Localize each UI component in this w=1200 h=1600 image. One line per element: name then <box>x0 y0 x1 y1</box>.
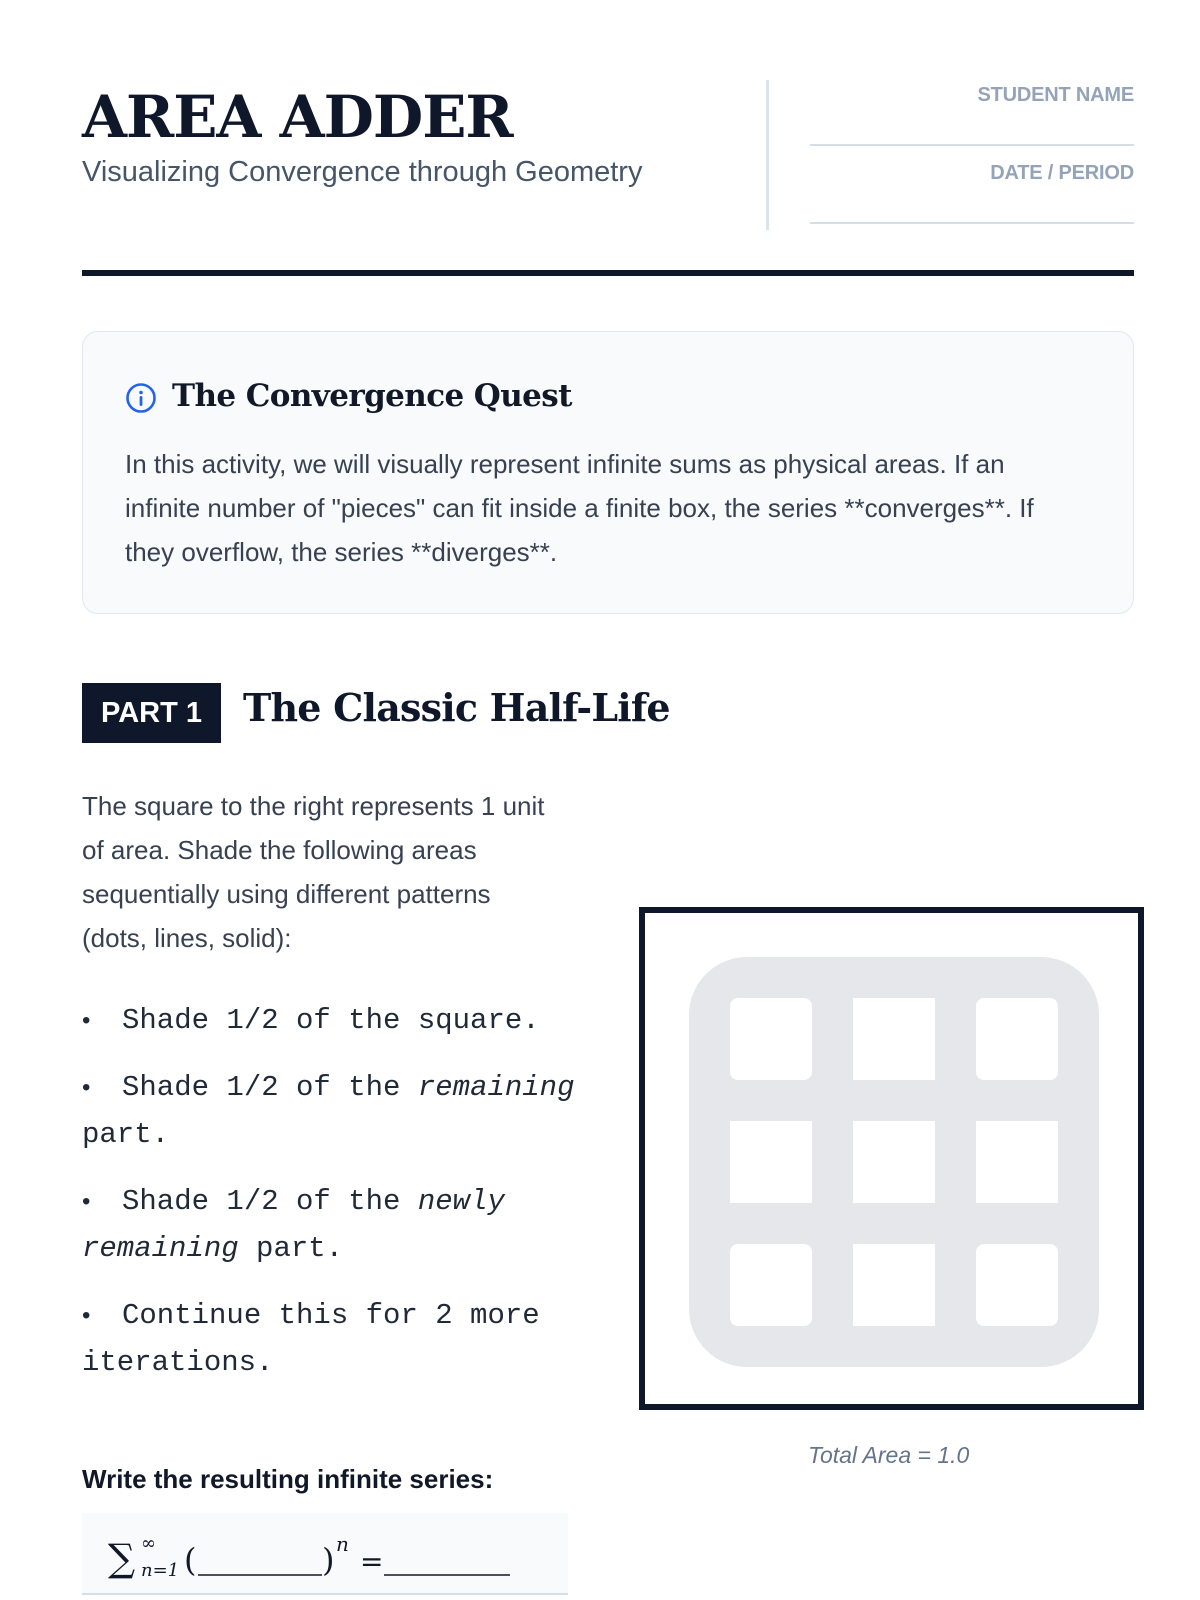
sum-upper-limit: ∞ <box>141 1533 156 1554</box>
steps-list <box>82 997 577 1406</box>
info-circle-icon <box>125 382 157 414</box>
unit-square[interactable] <box>639 907 1144 1410</box>
series-answer-box[interactable] <box>82 1513 568 1595</box>
list-item: • Shade 1/2 of the square. <box>82 997 577 1044</box>
bullet-icon: • <box>82 1302 91 1329</box>
worksheet-subtitle: Visualizing Convergence through Geometry <box>82 156 643 188</box>
grid-icon <box>689 957 1099 1367</box>
callout-body: In this activity, we will visually represent infinite sums as physical areas. If an infinite number of "pieces" can fit inside a finite box, the series **converges**. If they overflow, the series **diverges**. <box>125 449 1034 567</box>
header-rule <box>82 270 1134 276</box>
date-period-field[interactable] <box>810 158 1134 224</box>
worksheet-header <box>82 80 1134 280</box>
series-formula <box>108 1531 548 1579</box>
list-item: • Continue this for 2 more iterations. <box>82 1292 577 1386</box>
series-prompt: Write the resulting infinite series: <box>82 1464 494 1494</box>
sum-lower-limit: n=1 <box>141 1560 180 1579</box>
bullet-icon: • <box>82 1007 91 1034</box>
header-divider <box>766 80 769 230</box>
square-caption: Total Area = 1.0 <box>808 1442 970 1468</box>
list-item: • Shade 1/2 of the remaining part. <box>82 1064 577 1158</box>
bullet-icon: • <box>82 1074 91 1101</box>
intro-callout <box>82 331 1134 614</box>
bullet-icon: • <box>82 1188 91 1215</box>
date-period-label: DATE / PERIOD <box>990 162 1134 184</box>
part-title: The Classic Half-Life <box>243 685 670 730</box>
equals-sign: = <box>360 1545 384 1578</box>
list-item: • Shade 1/2 of the newly remaining part. <box>82 1178 577 1272</box>
sum-symbol: ∑ <box>108 1536 136 1579</box>
part-instructions: The square to the right represents 1 unit of area. Shade the following areas sequentially using different patterns (dots, lines, solid): <box>82 791 545 953</box>
exponent: n <box>336 1532 349 1556</box>
worksheet-title: AREA ADDER <box>82 83 513 151</box>
close-paren: ) <box>322 1541 335 1579</box>
student-name-label: STUDENT NAME <box>977 84 1134 106</box>
part-badge: PART 1 <box>82 683 221 743</box>
callout-title: The Convergence Quest <box>172 378 572 414</box>
open-paren: ( <box>184 1541 197 1579</box>
student-name-field[interactable] <box>810 80 1134 146</box>
